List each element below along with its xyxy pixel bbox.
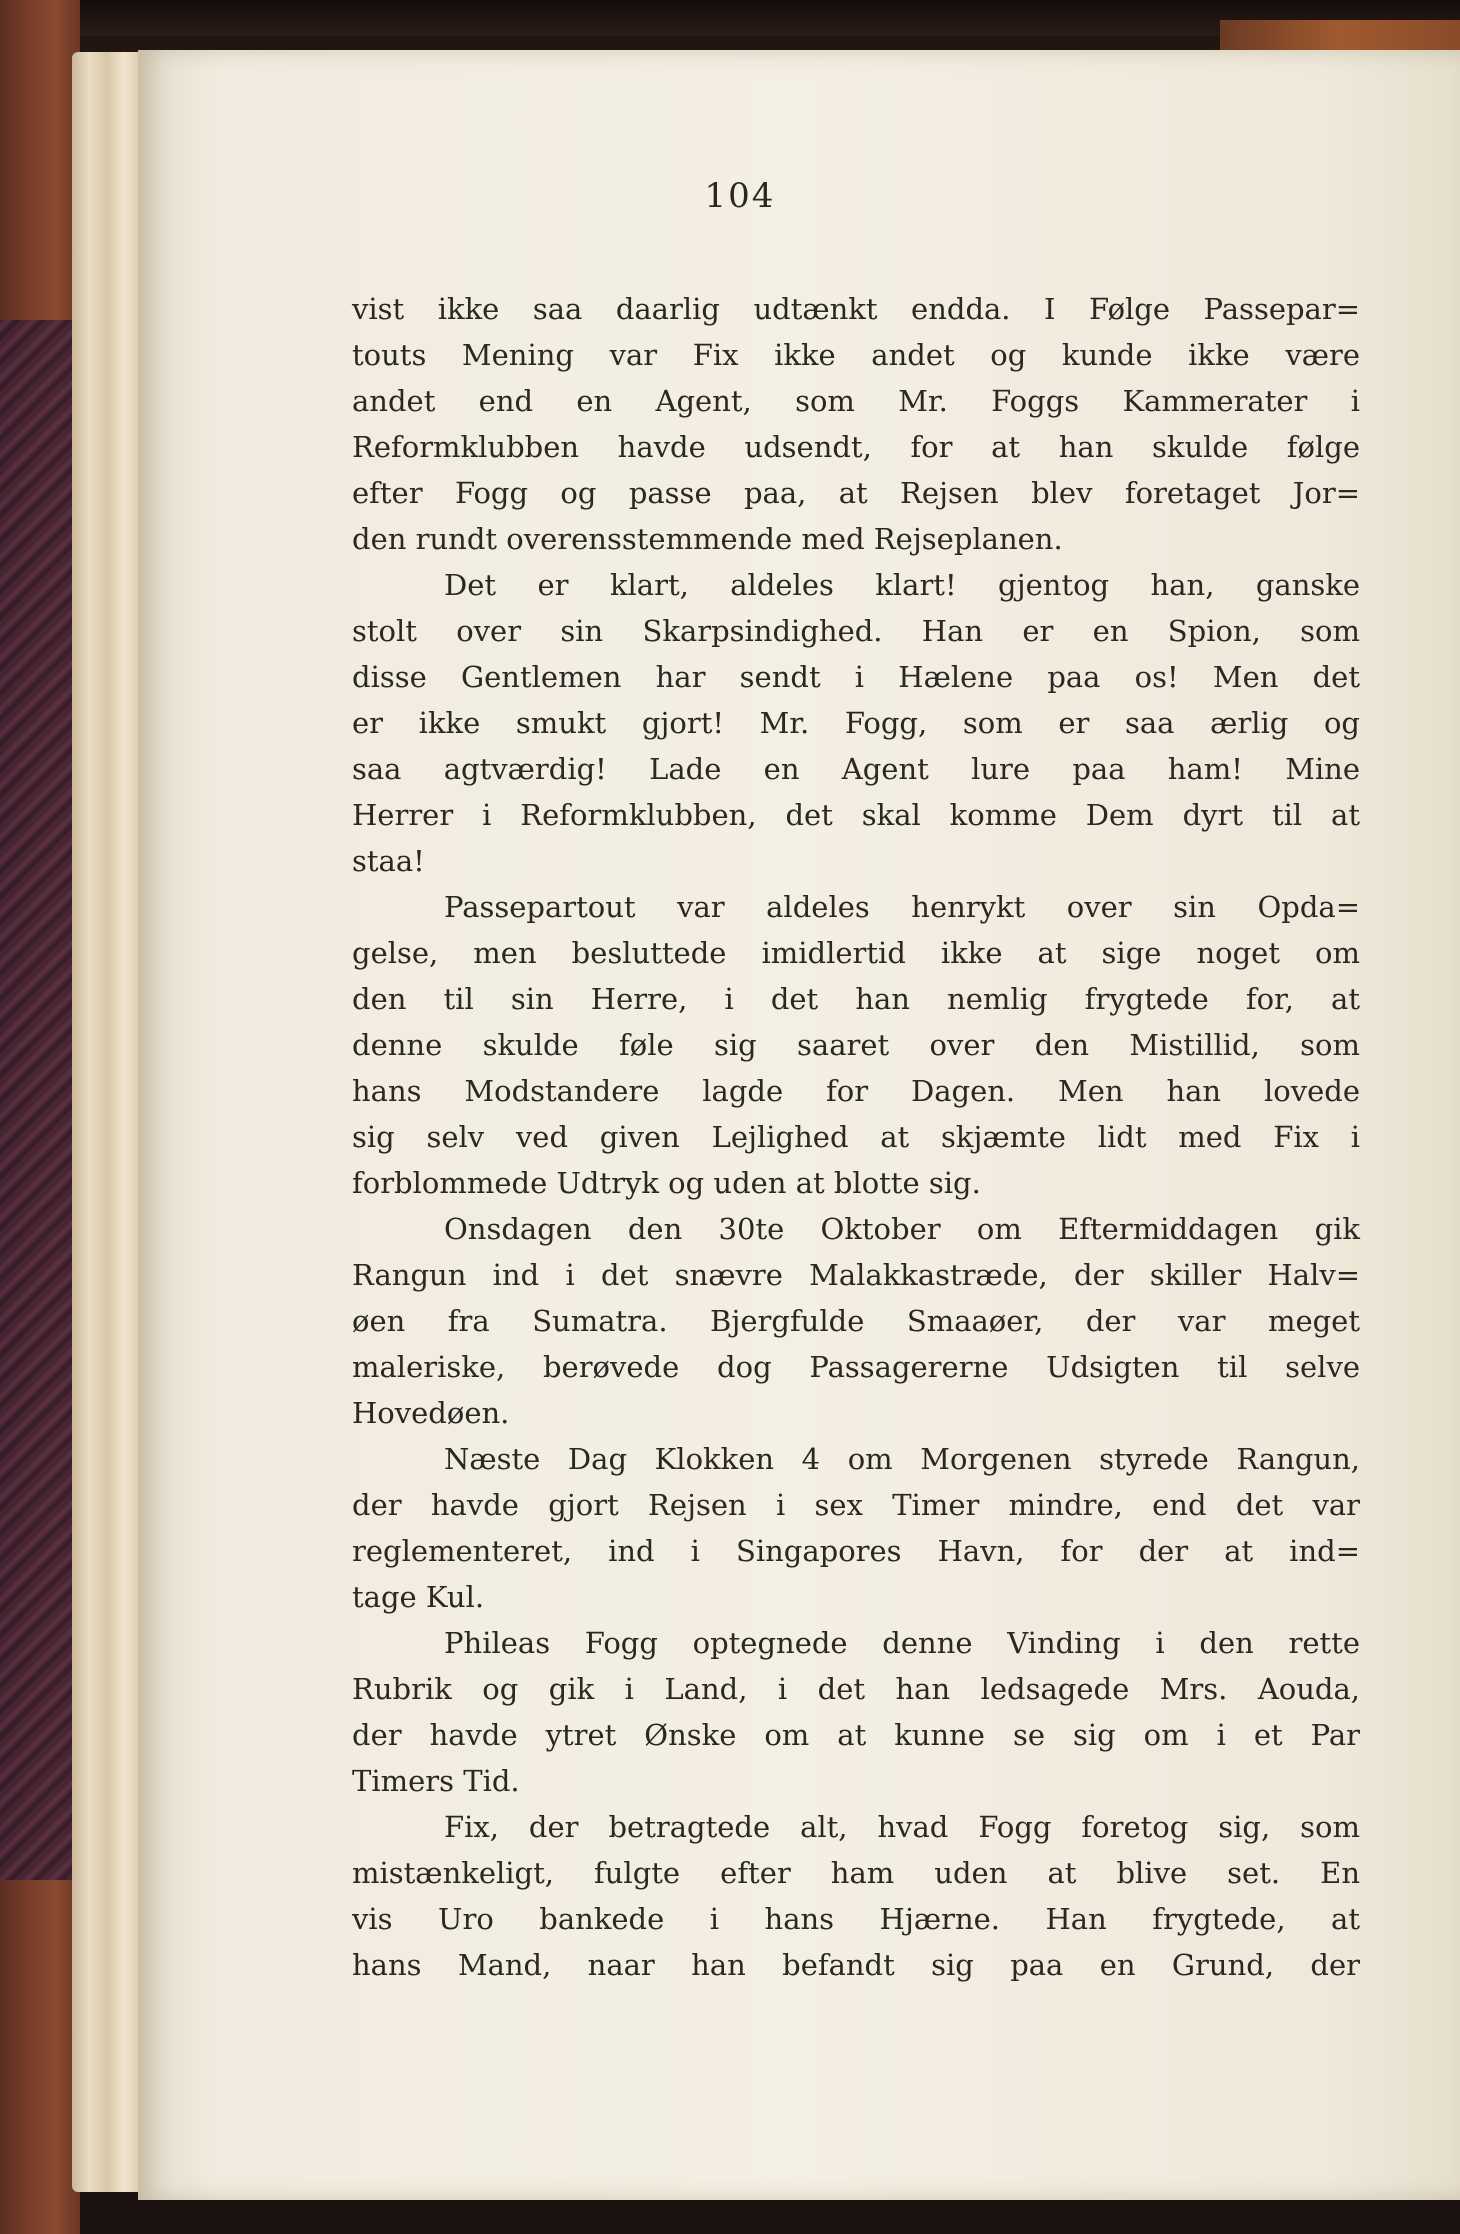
text-line: mistænkeligt, fulgte efter ham uden at blive set. En [352, 1856, 1360, 1890]
text-line: der havde ytret Ønske om at kunne se sig om i et Par [352, 1718, 1360, 1752]
text-line: reglementeret, ind i Singapores Havn, for der at ind= [352, 1534, 1360, 1568]
page-stack-edge [72, 52, 142, 2192]
text-line: den til sin Herre, i det han nemlig frygtede for, at [352, 982, 1360, 1016]
text-line: den rundt overensstemmende med Rejseplanen. [352, 522, 1063, 556]
text-line: disse Gentlemen har sendt i Hælene paa os! Men det [352, 660, 1360, 694]
text-line: efter Fogg og passe paa, at Rejsen blev foretaget Jor= [352, 476, 1360, 510]
text-line: Det er klart, aldeles klart! gjentog han, ganske [444, 568, 1360, 602]
text-line: vist ikke saa daarlig udtænkt endda. I Følge Passepar= [352, 292, 1360, 326]
text-line: Phileas Fogg optegnede denne Vinding i den rette [444, 1626, 1360, 1660]
text-line: Rubrik og gik i Land, i det han ledsagede Mrs. Aouda, [352, 1672, 1360, 1706]
text-line: Timers Tid. [352, 1764, 520, 1798]
text-line: Reformklubben havde udsendt, for at han skulde følge [352, 430, 1360, 464]
text-line: staa! [352, 844, 425, 878]
text-line: Rangun ind i det snævre Malakkastræde, der skiller Halv= [352, 1258, 1360, 1292]
text-line: saa agtværdig! Lade en Agent lure paa ham! Mine [352, 752, 1360, 786]
text-line: hans Mand, naar han befandt sig paa en Grund, der [352, 1948, 1360, 1982]
text-line: hans Modstandere lagde for Dagen. Men han lovede [352, 1074, 1360, 1108]
text-line: er ikke smukt gjort! Mr. Fogg, som er saa ærlig og [352, 706, 1360, 740]
text-line: denne skulde føle sig saaret over den Mistillid, som [352, 1028, 1360, 1062]
book-cover-corner [1220, 20, 1460, 52]
text-line: andet end en Agent, som Mr. Foggs Kammerater i [352, 384, 1360, 418]
text-line: stolt over sin Skarpsindighed. Han er en Spion, som [352, 614, 1360, 648]
text-line: gelse, men besluttede imidlertid ikke at sige noget om [352, 936, 1360, 970]
page-number: 104 [704, 176, 776, 216]
text-line: Næste Dag Klokken 4 om Morgenen styrede Rangun, [444, 1442, 1360, 1476]
text-line: vis Uro bankede i hans Hjærne. Han frygtede, at [352, 1902, 1360, 1936]
text-line: Onsdagen den 30te Oktober om Eftermiddagen gik [444, 1212, 1360, 1246]
text-line: øen fra Sumatra. Bjergfulde Smaaøer, der var meget [352, 1304, 1360, 1338]
text-line: forblommede Udtryk og uden at blotte sig. [352, 1166, 981, 1200]
text-line: Hovedøen. [352, 1396, 510, 1430]
text-line: touts Mening var Fix ikke andet og kunde ikke være [352, 338, 1360, 372]
text-line: sig selv ved given Lejlighed at skjæmte lidt med Fix i [352, 1120, 1360, 1154]
text-line: maleriske, berøvede dog Passagererne Udsigten til selve [352, 1350, 1360, 1384]
text-line: der havde gjort Rejsen i sex Timer mindre, end det var [352, 1488, 1360, 1522]
text-line: Fix, der betragtede alt, hvad Fogg foretog sig, som [444, 1810, 1360, 1844]
text-line: Herrer i Reformklubben, det skal komme Dem dyrt til at [352, 798, 1360, 832]
book-cover-spine [0, 0, 80, 2234]
text-line: tage Kul. [352, 1580, 485, 1614]
body-text [352, 286, 1360, 1988]
text-line: Passepartout var aldeles henrykt over sin Opda= [444, 890, 1360, 924]
